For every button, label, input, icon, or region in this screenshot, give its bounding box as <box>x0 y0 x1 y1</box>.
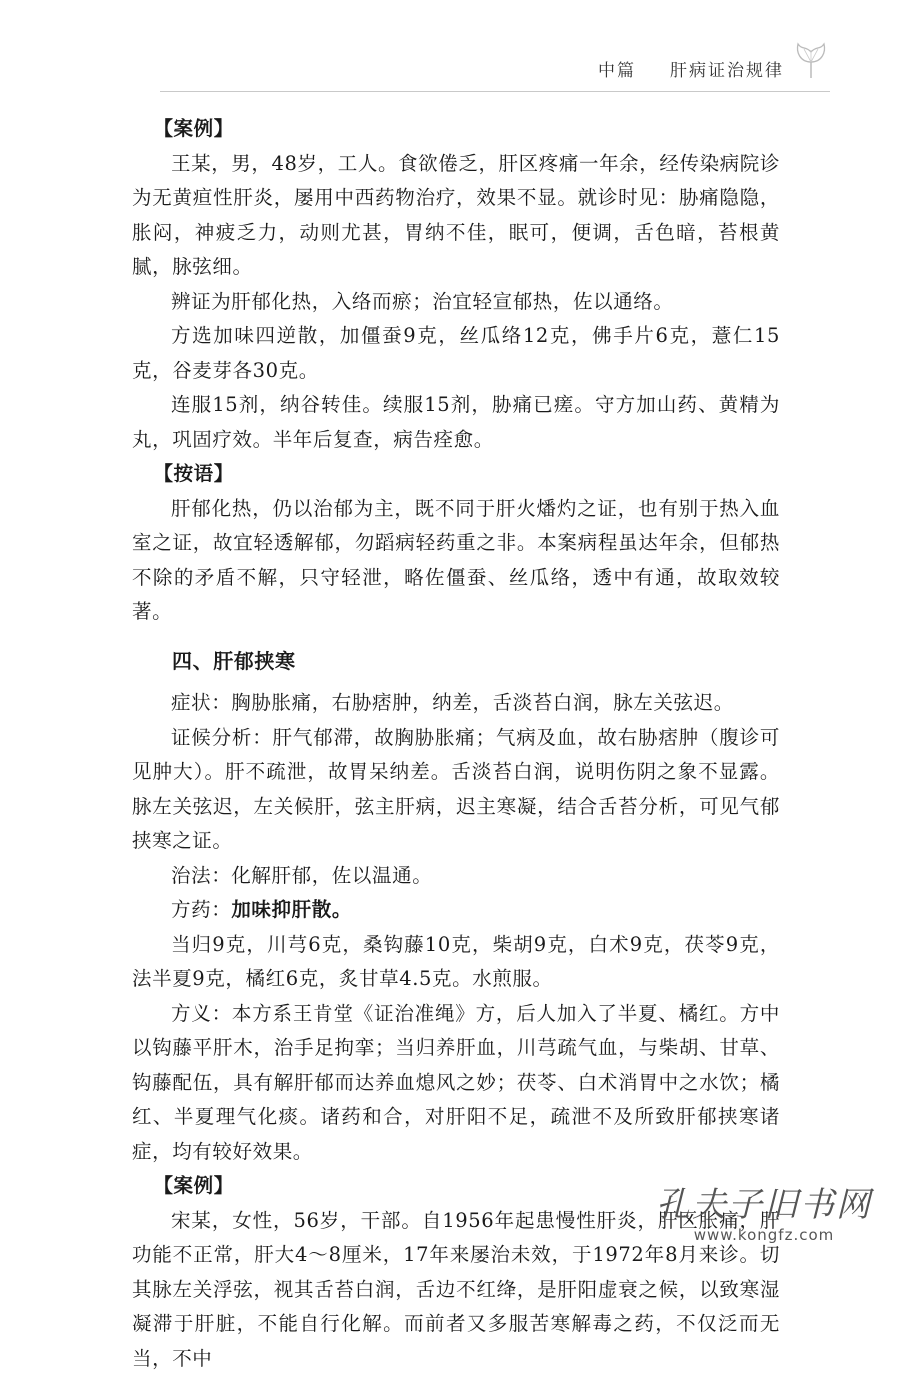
paragraph: 当归9克，川芎6克，桑钩藤10克，柴胡9克，白术9克，茯苓9克，法半夏9克，橘红6克，炙甘草4.5克。水煎服。 <box>132 928 780 997</box>
commentary-label: 【按语】 <box>132 457 780 492</box>
header-divider <box>160 91 830 92</box>
paragraph: 方选加味四逆散，加僵蚕9克，丝瓜络12克，佛手片6克，薏仁15克，谷麦芽各30克。 <box>132 319 780 388</box>
header-title: 肝病证治规律 <box>670 56 784 81</box>
running-header <box>598 56 828 81</box>
header-section: 中篇 <box>598 56 636 81</box>
ginkgo-leaf-icon <box>794 40 828 80</box>
watermark-url: www.kongfz.com <box>656 1226 872 1244</box>
case-label: 【案例】 <box>132 1169 780 1204</box>
case-label: 【案例】 <box>132 112 780 147</box>
paragraph: 证候分析：肝气郁滞，故胸胁胀痛；气病及血，故右胁痞肿（腹诊可见肿大）。肝不疏泄，故胃呆纳差。舌淡苔白润，说明伤阴之象不显露。脉左关弦迟，左关候肝，弦主肝病，迟主寒凝，结合舌苔分析，可见气郁挟寒之证。 <box>132 721 780 859</box>
paragraph: 症状：胸胁胀痛，右胁痞肿，纳差，舌淡苔白润，脉左关弦迟。 <box>132 686 780 721</box>
section-heading: 四、肝郁挟寒 <box>132 644 780 679</box>
paragraph: 肝郁化热，仍以治郁为主，既不同于肝火燔灼之证，也有别于热入血室之证，故宜轻透解郁，勿蹈病轻药重之非。本案病程虽达年余，但郁热不除的矛盾不解，只守轻泄，略佐僵蚕、丝瓜络，透中有通，故取效较著。 <box>132 492 780 630</box>
watermark <box>656 1177 872 1244</box>
formula-name: 加味抑肝散。 <box>231 898 352 921</box>
paragraph: 连服15剂，纳谷转佳。续服15剂，胁痛已瘥。守方加山药、黄精为丸，巩固疗效。半年后复查，病告痊愈。 <box>132 388 780 457</box>
paragraph: 王某，男，48岁，工人。食欲倦乏，肝区疼痛一年余，经传染病院诊为无黄疸性肝炎，屡用中西药物治疗，效果不显。就诊时见：胁痛隐隐，胀闷，神疲乏力，动则尤甚，胃纳不佳，眠可，便调，舌色暗，苔根黄腻，脉弦细。 <box>132 147 780 285</box>
watermark-text: 孔夫子旧书网 <box>656 1177 872 1226</box>
paragraph: 方义：本方系王肯堂《证治准绳》方，后人加入了半夏、橘红。方中以钩藤平肝木，治手足拘挛；当归养肝血，川芎疏气血，与柴胡、甘草、钩藤配伍，具有解肝郁而达养血熄风之妙；茯苓、白术消胃中之水饮；橘红、半夏理气化痰。诸药和合，对肝阳不足，疏泄不及所致肝郁挟寒诸症，均有较好效果。 <box>132 997 780 1170</box>
paragraph: 治法：化解肝郁，佐以温通。 <box>132 859 780 894</box>
paragraph: 宋某，女性，56岁，干部。自1956年起患慢性肝炎，肝区胀痛，肝功能不正常，肝大4～8厘米，17年来屡治未效，于1972年8月来诊。切其脉左关浮弦，视其舌苔白润，舌边不红绛，是肝阳虚衰之候，以致寒湿凝滞于肝脏，不能自行化解。而前者又多服苦寒解毒之药，不仅泛而无当，不中 <box>132 1204 780 1376</box>
paragraph: 辨证为肝郁化热，入络而瘀；治宜轻宣郁热，佐以通络。 <box>132 285 780 320</box>
formula-label: 方药： <box>171 898 231 921</box>
paragraph <box>132 893 780 928</box>
